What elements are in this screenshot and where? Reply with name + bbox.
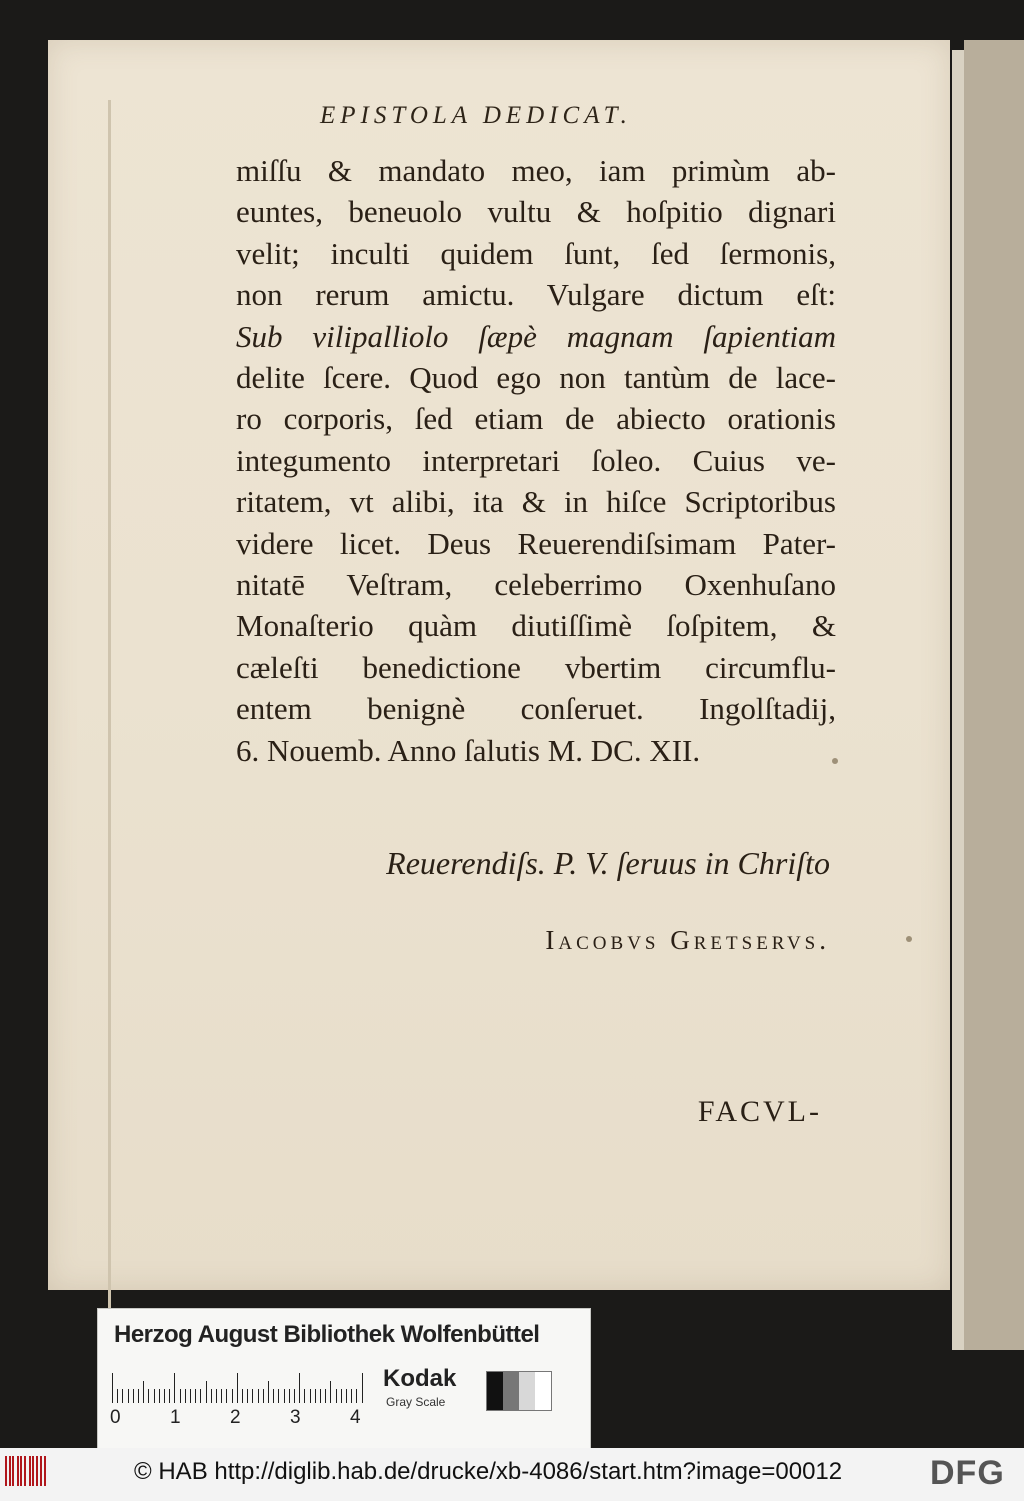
author-name <box>420 925 830 956</box>
gray-patches <box>486 1371 552 1411</box>
gray-patch <box>535 1372 551 1410</box>
gray-patch <box>487 1372 503 1410</box>
ruler-tick <box>304 1389 305 1403</box>
ruler-tick <box>159 1389 160 1403</box>
text-line: velit; inculti quidem ſunt, ſed ſermonis, <box>236 235 836 271</box>
text-line: cæleſti benedictione vbertim circumflu- <box>236 649 836 685</box>
ruler-tick <box>346 1389 347 1403</box>
signature-line: Reuerendiſs. P. V. ſeruus in Chriſto <box>386 845 830 881</box>
ruler-tick <box>148 1389 149 1403</box>
ruler-tick <box>336 1389 337 1403</box>
barcode-stripe <box>5 1456 7 1486</box>
ruler-tick <box>206 1381 207 1403</box>
ruler-tick <box>356 1389 357 1403</box>
ruler-tick <box>185 1389 186 1403</box>
ruler-tick <box>320 1389 321 1403</box>
dfg-logo: DFG <box>930 1454 1005 1492</box>
text-line: delite ſcere. Quod ego non tantùm de lace- <box>236 360 836 396</box>
barcode-stripe <box>20 1456 22 1486</box>
text-line: non rerum amictu. Vulgare dictum eſt: <box>236 277 836 313</box>
text-line: ro corporis, ſed etiam de abiecto orationis <box>236 401 836 437</box>
author-name-text: Iacobvs Gretservs. <box>545 925 830 955</box>
barcode-stripe <box>17 1456 19 1486</box>
ruler-tick <box>315 1389 316 1403</box>
ruler-tick <box>117 1389 118 1403</box>
adjacent-page-edge <box>952 50 964 1350</box>
ruler-tick <box>128 1389 129 1403</box>
ruler-tick <box>216 1389 217 1403</box>
catchword: FACVL- <box>697 1095 822 1128</box>
barcode-icon <box>5 1456 49 1486</box>
barcode-stripe <box>9 1456 11 1486</box>
text-line: Monaſterio quàm diutiſſimè ſoſpitem, & <box>236 608 836 644</box>
text-line: euntes, beneuolo vultu & hoſpitio dignari <box>236 194 836 230</box>
ink-spot <box>906 936 912 942</box>
kodak-brand: Kodak <box>383 1365 457 1392</box>
barcode-stripe <box>29 1456 31 1486</box>
barcode-stripe <box>40 1456 42 1486</box>
ruler-tick <box>226 1389 227 1403</box>
ruler-tick <box>169 1389 170 1403</box>
ruler-tick <box>237 1373 238 1403</box>
ruler-tick <box>330 1381 331 1403</box>
library-name: Herzog August Bibliothek Wolfenbüttel <box>114 1321 540 1348</box>
ruler-tick <box>154 1389 155 1403</box>
ruler-tick <box>232 1389 233 1403</box>
ruler-tick <box>299 1373 300 1403</box>
footer-bar <box>0 1448 1024 1501</box>
ruler-tick <box>273 1389 274 1403</box>
ruler-tick <box>211 1389 212 1403</box>
ruler-tick <box>289 1389 290 1403</box>
ruler-tick <box>341 1389 342 1403</box>
adjacent-page <box>964 40 1024 1350</box>
ruler-tick <box>180 1389 181 1403</box>
ruler-tick <box>174 1373 175 1403</box>
ruler-scale <box>112 1373 370 1403</box>
ruler-tick <box>138 1389 139 1403</box>
ruler-tick <box>195 1389 196 1403</box>
ruler-tick <box>325 1389 326 1403</box>
text-line: Sub vilipalliolo ſæpè magnam ſapientiam <box>236 318 836 354</box>
ink-spot <box>832 758 838 764</box>
text-line: integumento interpretari ſoleo. Cuius ve- <box>236 442 836 478</box>
ruler-tick <box>164 1389 165 1403</box>
copyright-url: © HAB http://diglib.hab.de/drucke/xb-4086/start.htm?image=00012 <box>134 1458 843 1485</box>
ruler-label: 2 <box>230 1407 241 1428</box>
dedication-text <box>236 150 836 771</box>
page-fold-edge <box>108 100 111 1320</box>
text-line: 6. Nouemb. Anno ſalutis M. DC. XII. <box>236 732 701 768</box>
ruler-tick <box>190 1389 191 1403</box>
ruler-tick <box>133 1389 134 1403</box>
ruler-tick <box>221 1389 222 1403</box>
barcode-stripe <box>36 1456 38 1486</box>
ruler-tick <box>258 1389 259 1403</box>
text-line: miſſu & mandato meo, iam primùm ab- <box>236 153 836 188</box>
ruler-tick <box>112 1373 113 1403</box>
barcode-stripe <box>12 1456 14 1486</box>
ruler-tick <box>242 1389 243 1403</box>
ruler-tick <box>268 1381 269 1403</box>
ruler-label: 0 <box>110 1407 121 1428</box>
ruler-tick <box>310 1389 311 1403</box>
gray-patch <box>519 1372 535 1410</box>
ruler-tick <box>200 1389 201 1403</box>
ruler-tick <box>122 1389 123 1403</box>
ruler-tick <box>294 1389 295 1403</box>
ruler-tick <box>362 1373 363 1403</box>
ruler-tick <box>247 1389 248 1403</box>
ruler-label: 3 <box>290 1407 301 1428</box>
text-line: nitatē Veſtram, celeberrimo Oxenhuſano <box>236 567 836 603</box>
ruler-label: 1 <box>170 1407 181 1428</box>
text-line: ritatem, vt alibi, ita & in hiſce Scriptoribus <box>236 484 836 520</box>
barcode-stripe <box>32 1456 34 1486</box>
gray-patch <box>503 1372 519 1410</box>
barcode-stripe <box>44 1456 46 1486</box>
gray-scale-label: Gray Scale <box>386 1395 446 1409</box>
ruler-tick <box>284 1389 285 1403</box>
text-line: videre licet. Deus Reuerendiſsimam Pater- <box>236 525 836 561</box>
ruler-tick <box>278 1389 279 1403</box>
running-header: EPISTOLA DEDICAT. <box>320 102 632 129</box>
ruler-tick <box>351 1389 352 1403</box>
ruler-tick <box>143 1381 144 1403</box>
ruler-label: 4 <box>350 1407 361 1428</box>
text-line: entem benignè conſeruet. Ingolſtadij, <box>236 691 836 727</box>
ruler-tick <box>263 1389 264 1403</box>
ruler-tick <box>252 1389 253 1403</box>
color-calibration-card <box>97 1308 591 1450</box>
barcode-stripe <box>24 1456 26 1486</box>
